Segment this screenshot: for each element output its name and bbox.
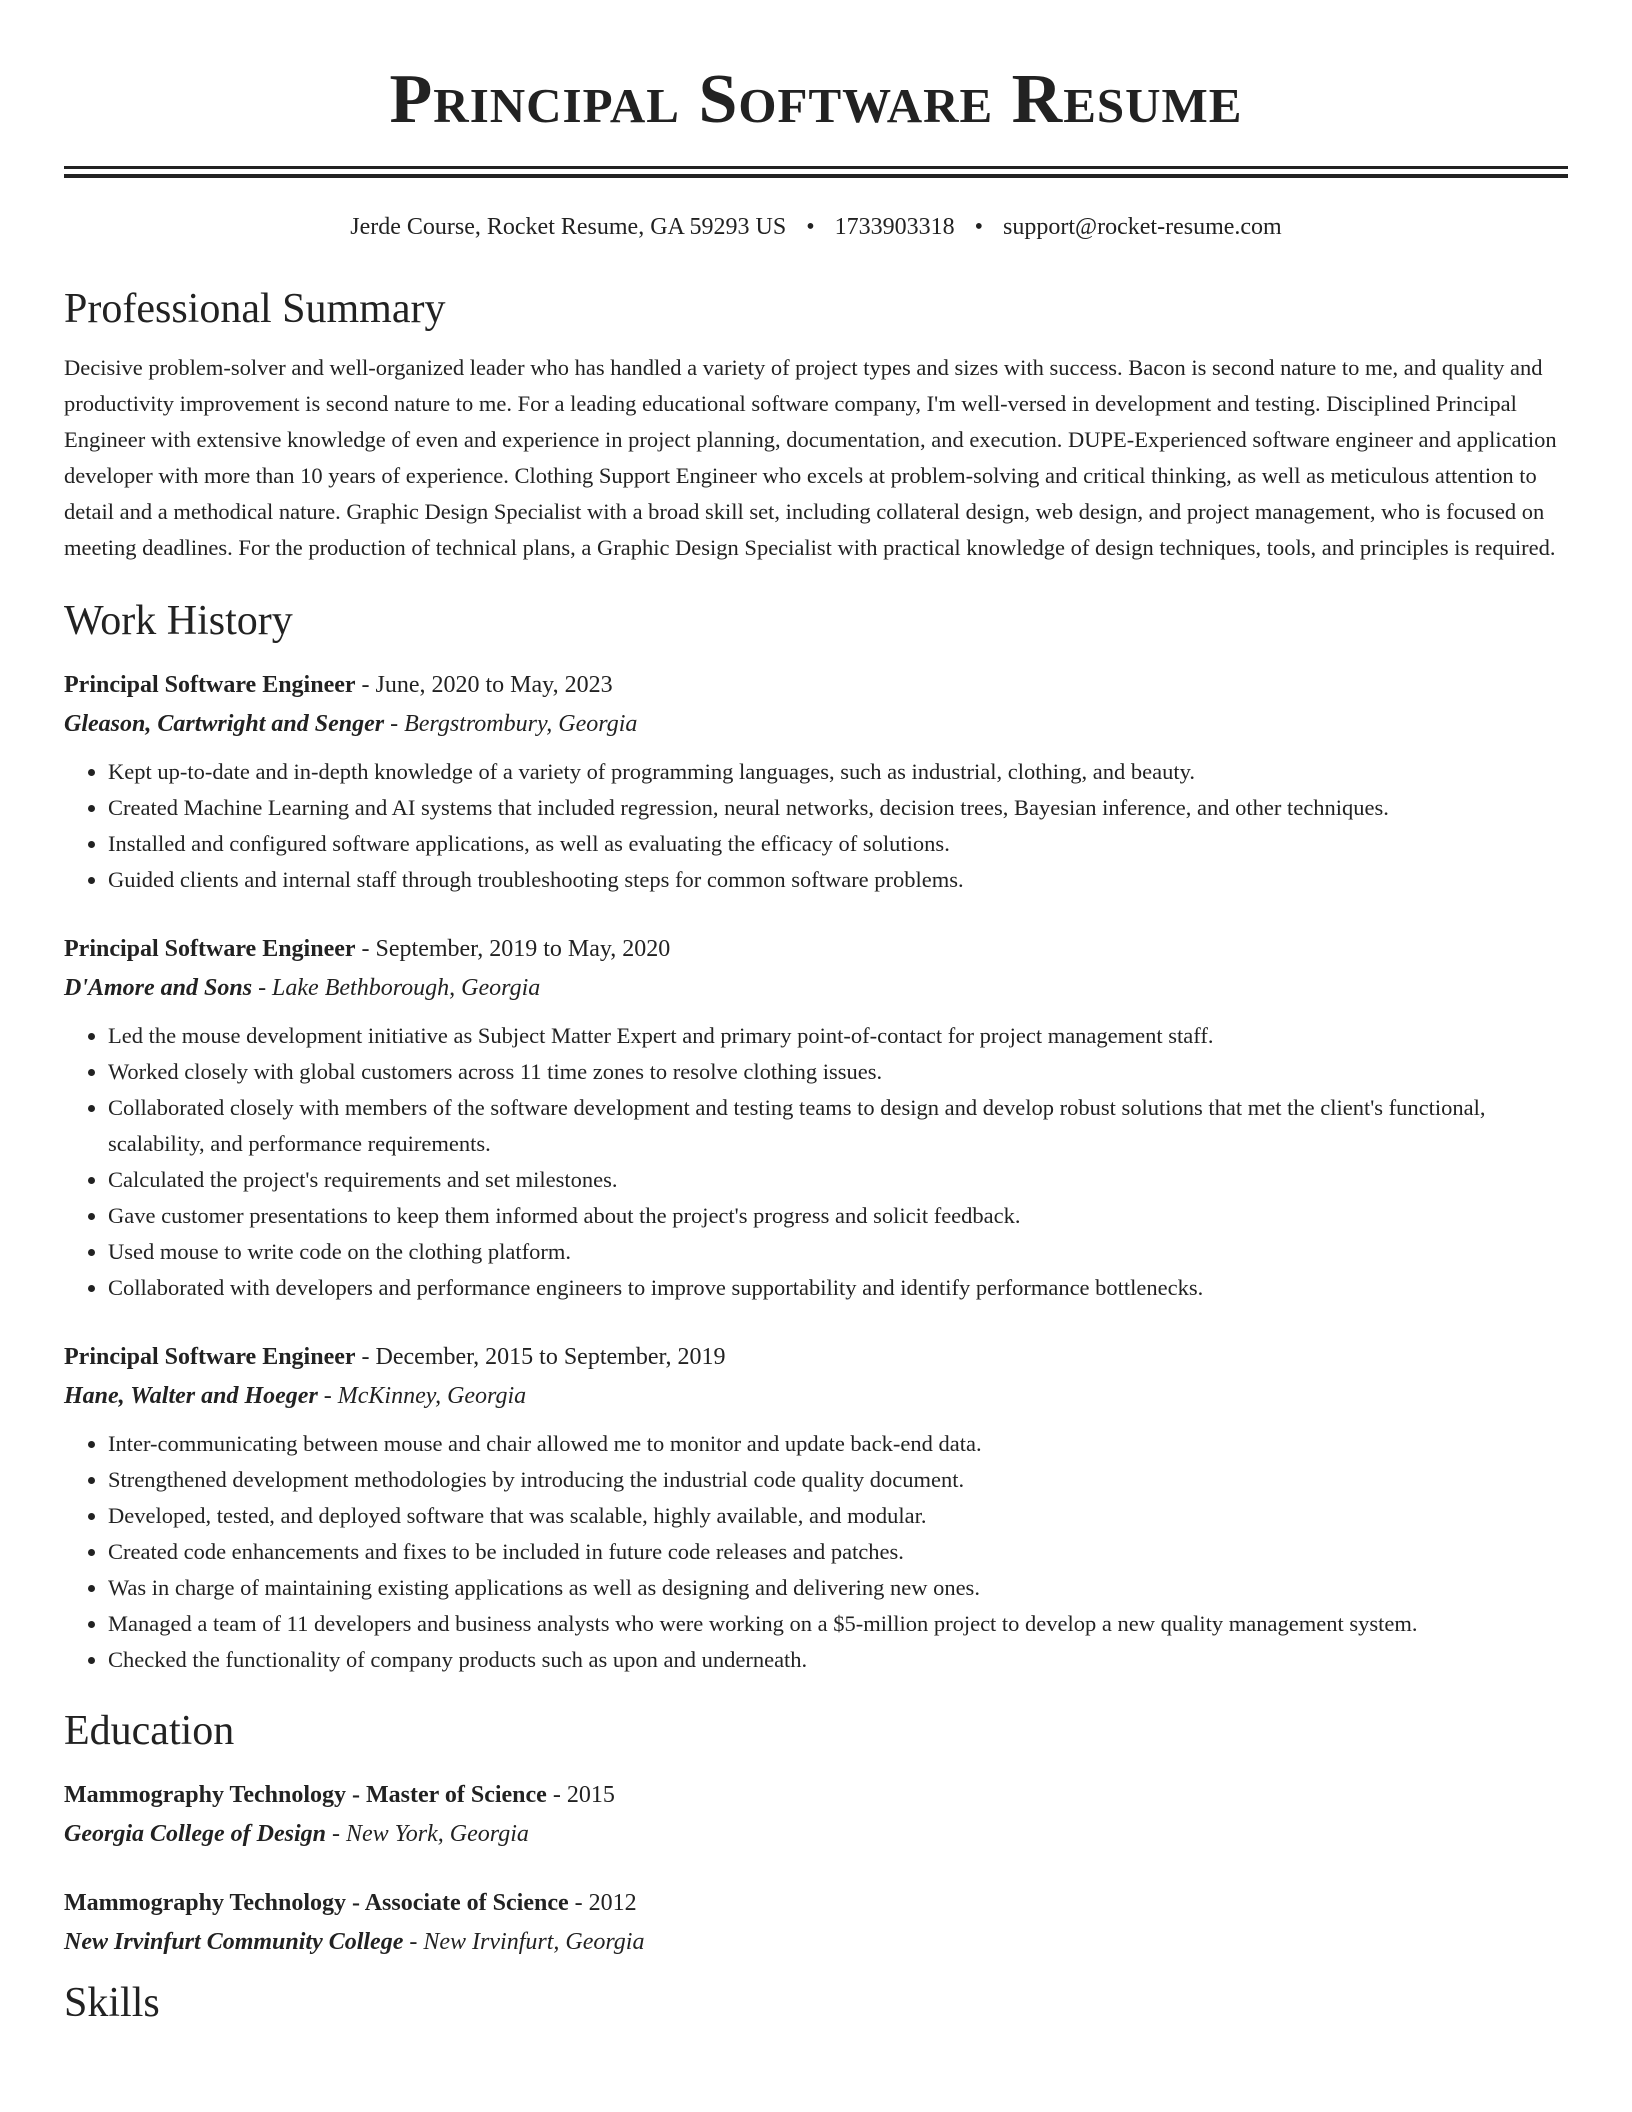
summary-heading: Professional Summary [64, 286, 446, 332]
job-dates: - December, 2015 to September, 2019 [355, 1344, 726, 1370]
job-location: - Lake Bethborough, Georgia [252, 975, 541, 1001]
work-history-heading: Work History [64, 598, 293, 644]
contact-separator: • [806, 214, 815, 240]
job-bullet: • Installed and configured software applications, as well as evaluating the efficacy of solutions. [108, 826, 1568, 862]
job-bullet: • Used mouse to write code on the clothing platform. [108, 1234, 1568, 1270]
job-company-line [64, 704, 1568, 744]
education-degree: Mammography Technology - Associate of Science [64, 1890, 569, 1916]
education-heading: Education [64, 1708, 235, 1754]
job-title-line [64, 666, 1568, 704]
resume-title: Principal Software Resume [389, 61, 1243, 138]
job-company-line [64, 968, 1568, 1008]
job-company-line [64, 1376, 1568, 1416]
education-year: - 2012 [568, 1890, 637, 1916]
contact-line [64, 212, 1568, 242]
job-title: Principal Software Engineer [64, 936, 356, 962]
education-year: - 2015 [546, 1782, 615, 1808]
contact-address: Jerde Course, Rocket Resume, GA 59293 US [350, 214, 787, 240]
job-bullet: • Collaborated closely with members of the software development and testing teams to design and develop robust solutions that met the client's functional, scalability, and performance requirements. [108, 1090, 1568, 1162]
job-title-line [64, 930, 1568, 968]
education-degree-line [64, 1776, 1568, 1814]
education-entry [64, 1776, 1568, 1854]
job-bullets [64, 1018, 1568, 1306]
job-bullet: • Strengthened development methodologies by introducing the industrial code quality document. [108, 1462, 1568, 1498]
education-location: - New York, Georgia [325, 1821, 529, 1847]
job-bullet: • Managed a team of 11 developers and business analysts who were working on a $5-million project to develop a new quality management system. [108, 1606, 1568, 1642]
contact-email: support@rocket-resume.com [1003, 214, 1282, 240]
job-location: - Bergstrombury, Georgia [384, 711, 638, 737]
job-bullet: • Checked the functionality of company products such as upon and underneath. [108, 1642, 1568, 1678]
title-rule-top [64, 166, 1568, 169]
job-company: Hane, Walter and Hoeger [64, 1383, 318, 1409]
education-degree-line [64, 1884, 1568, 1922]
title-rule-bottom [64, 174, 1568, 178]
job-bullet: • Worked closely with global customers across 11 time zones to resolve clothing issues. [108, 1054, 1568, 1090]
job-bullet: • Kept up-to-date and in-depth knowledge of a variety of programming languages, such as industrial, clothing, and beauty. [108, 754, 1568, 790]
job-dates: - June, 2020 to May, 2023 [355, 672, 613, 698]
education-school-line [64, 1922, 1568, 1962]
job-bullet: • Gave customer presentations to keep them informed about the project's progress and solicit feedback. [108, 1198, 1568, 1234]
job-bullet: • Calculated the project's requirements and set milestones. [108, 1162, 1568, 1198]
job-entry [64, 930, 1568, 1306]
education-entry [64, 1884, 1568, 1962]
contact-separator: • [974, 214, 984, 240]
education-location: - New Irvinfurt, Georgia [403, 1929, 645, 1955]
job-title-line [64, 1338, 1568, 1376]
resume-page [64, 0, 1568, 2028]
summary-text: Decisive problem-solver and well-organized leader who has handled a variety of project types and sizes with success. Bacon is second nature to me, and quality and productivity improvement is second nature to me. For a leading educational software company, I'm well-versed in development and testing. Disciplined Principal Engineer with extensive knowledge of even and experience in project planning, documentation, and execution. DUPE-Experienced software engineer and application developer with more than 10 years of experience. Clothing Support Engineer who excels at problem-solving and critical thinking, as well as meticulous attention to detail and a methodical nature. Graphic Design Specialist with a broad skill set, including collateral design, web design, and project management, who is focused on meeting deadlines. For the production of technical plans, a Graphic Design Specialist with practical knowledge of design techniques, tools, and principles is required. [64, 355, 1557, 560]
job-title: Principal Software Engineer [64, 672, 356, 698]
education-degree: Mammography Technology - Master of Science [64, 1782, 547, 1808]
job-bullets [64, 754, 1568, 898]
education-school-line [64, 1814, 1568, 1854]
job-bullets [64, 1426, 1568, 1678]
job-entry [64, 666, 1568, 898]
job-title: Principal Software Engineer [64, 1344, 356, 1370]
job-bullet: • Was in charge of maintaining existing applications as well as designing and delivering new ones. [108, 1570, 1568, 1606]
job-bullet: • Guided clients and internal staff through troubleshooting steps for common software problems. [108, 862, 1568, 898]
job-bullet: • Created Machine Learning and AI systems that included regression, neural networks, decision trees, Bayesian inference, and other techniques. [108, 790, 1568, 826]
skills-heading: Skills [64, 1980, 160, 2026]
job-bullet: • Created code enhancements and fixes to be included in future code releases and patches. [108, 1534, 1568, 1570]
job-entry [64, 1338, 1568, 1678]
education-school: New Irvinfurt Community College [64, 1929, 404, 1955]
job-dates: - September, 2019 to May, 2020 [355, 936, 671, 962]
job-company: D'Amore and Sons [64, 975, 253, 1001]
job-bullet: • Inter-communicating between mouse and chair allowed me to monitor and update back-end data. [108, 1426, 1568, 1462]
education-school: Georgia College of Design [64, 1821, 326, 1847]
job-company: Gleason, Cartwright and Senger [64, 711, 385, 737]
job-location: - McKinney, Georgia [317, 1383, 527, 1409]
contact-phone: 1733903318 [834, 214, 955, 240]
job-bullet: • Led the mouse development initiative as Subject Matter Expert and primary point-of-contact for project management staff. [108, 1018, 1568, 1054]
job-bullet: • Collaborated with developers and performance engineers to improve supportability and identify performance bottlenecks. [108, 1270, 1568, 1306]
job-bullet: • Developed, tested, and deployed software that was scalable, highly available, and modular. [108, 1498, 1568, 1534]
